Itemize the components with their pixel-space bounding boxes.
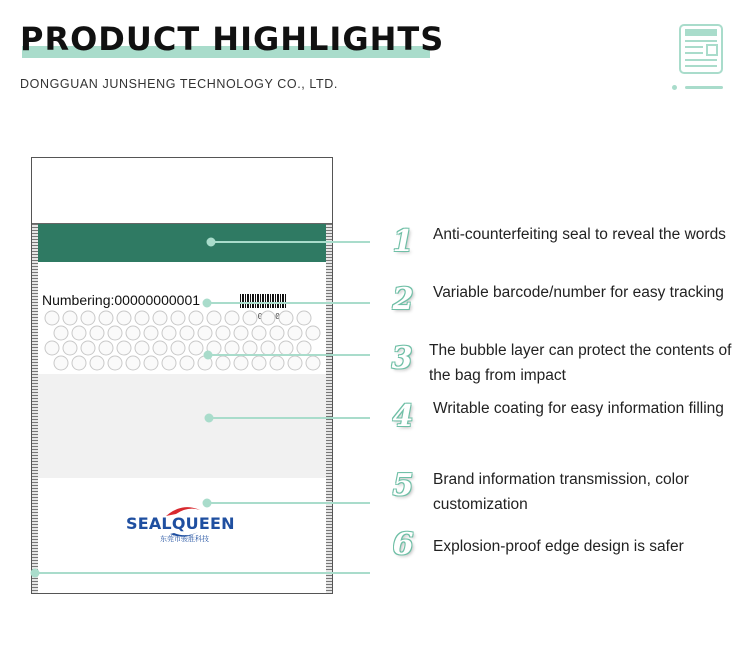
bubble (189, 311, 203, 325)
bubble (126, 356, 140, 370)
feature-text-2: Variable barcode/number for easy tracking (433, 284, 724, 301)
bubble (72, 326, 86, 340)
bubble (243, 341, 257, 355)
bubble (216, 326, 230, 340)
brand-logo (124, 500, 244, 546)
writable-coating (38, 374, 326, 478)
bubble (180, 356, 194, 370)
feature-number-3: 3 (391, 341, 413, 376)
bubble (153, 341, 167, 355)
bubble (108, 356, 122, 370)
bubble-layer (38, 308, 326, 374)
brand-subtitle: 东莞市骏胜科技 (160, 536, 209, 543)
bubble (261, 341, 275, 355)
feature-text-3: The bubble layer can protect the contents of the bag from impact (429, 342, 732, 384)
bubble (135, 341, 149, 355)
bubble (162, 326, 176, 340)
bubble (63, 311, 77, 325)
bag-flap (32, 158, 332, 224)
bubble (162, 356, 176, 370)
bubble (225, 341, 239, 355)
feature-text-5: Brand information transmission, color customization (433, 471, 689, 513)
bubble (198, 356, 212, 370)
bubble (252, 326, 266, 340)
feature-number-2: 2 (392, 282, 414, 317)
document-icon (679, 24, 723, 74)
anti-counterfeit-seal (38, 224, 326, 262)
bubble (99, 341, 113, 355)
feature-number-1: 1 (392, 224, 414, 259)
barcode (240, 294, 286, 308)
bubble (90, 326, 104, 340)
bubble (144, 326, 158, 340)
bubble (171, 341, 185, 355)
bubble (99, 311, 113, 325)
bubble (72, 356, 86, 370)
bubble (207, 341, 221, 355)
bubble (297, 341, 311, 355)
bubble (198, 326, 212, 340)
page-title: PRODUCT HIGHLIGHTS (20, 20, 445, 58)
bubble (234, 326, 248, 340)
bubble (297, 311, 311, 325)
bubble (81, 341, 95, 355)
numbering-label: Numbering:00000000001 (42, 292, 201, 308)
bubble (63, 341, 77, 355)
bubble (90, 356, 104, 370)
bubble (117, 341, 131, 355)
bubble (306, 326, 320, 340)
bubble (126, 326, 140, 340)
bubble (288, 326, 302, 340)
page-header (20, 20, 444, 58)
feature-number-4: 4 (392, 399, 414, 434)
bubble (45, 311, 59, 325)
bubble (288, 356, 302, 370)
bubble (252, 356, 266, 370)
bubble (54, 326, 68, 340)
brand-name: SEALQUEEN (126, 514, 235, 533)
bag-illustration (31, 157, 333, 594)
bubble (207, 311, 221, 325)
feature-number-5: 5 (392, 468, 414, 503)
bubble (234, 356, 248, 370)
bubble (189, 341, 203, 355)
bubble (108, 326, 122, 340)
decorative-line (685, 86, 723, 89)
bubble (306, 356, 320, 370)
bubble (153, 311, 167, 325)
feature-text-1: Anti-counterfeiting seal to reveal the words (433, 226, 726, 243)
bubble (144, 356, 158, 370)
bubble (54, 356, 68, 370)
bubble (270, 326, 284, 340)
bubble (171, 311, 185, 325)
bubble (279, 311, 293, 325)
bubble (135, 311, 149, 325)
bubble (216, 356, 230, 370)
bubble (243, 311, 257, 325)
bubble (225, 311, 239, 325)
bubble (45, 341, 59, 355)
company-name: DONGGUAN JUNSHENG TECHNOLOGY CO., LTD. (20, 77, 338, 91)
feature-text-4: Writable coating for easy information filling (433, 400, 724, 417)
bubble (270, 356, 284, 370)
feature-text-6: Explosion-proof edge design is safer (433, 538, 684, 555)
bubble (180, 326, 194, 340)
explosion-proof-edge-right (326, 224, 332, 593)
bubble (117, 311, 131, 325)
bubble (261, 311, 275, 325)
feature-number-6: 6 (392, 527, 414, 562)
decorative-dot (672, 85, 677, 90)
bubble (81, 311, 95, 325)
bubble (279, 341, 293, 355)
bag-body (32, 224, 332, 593)
